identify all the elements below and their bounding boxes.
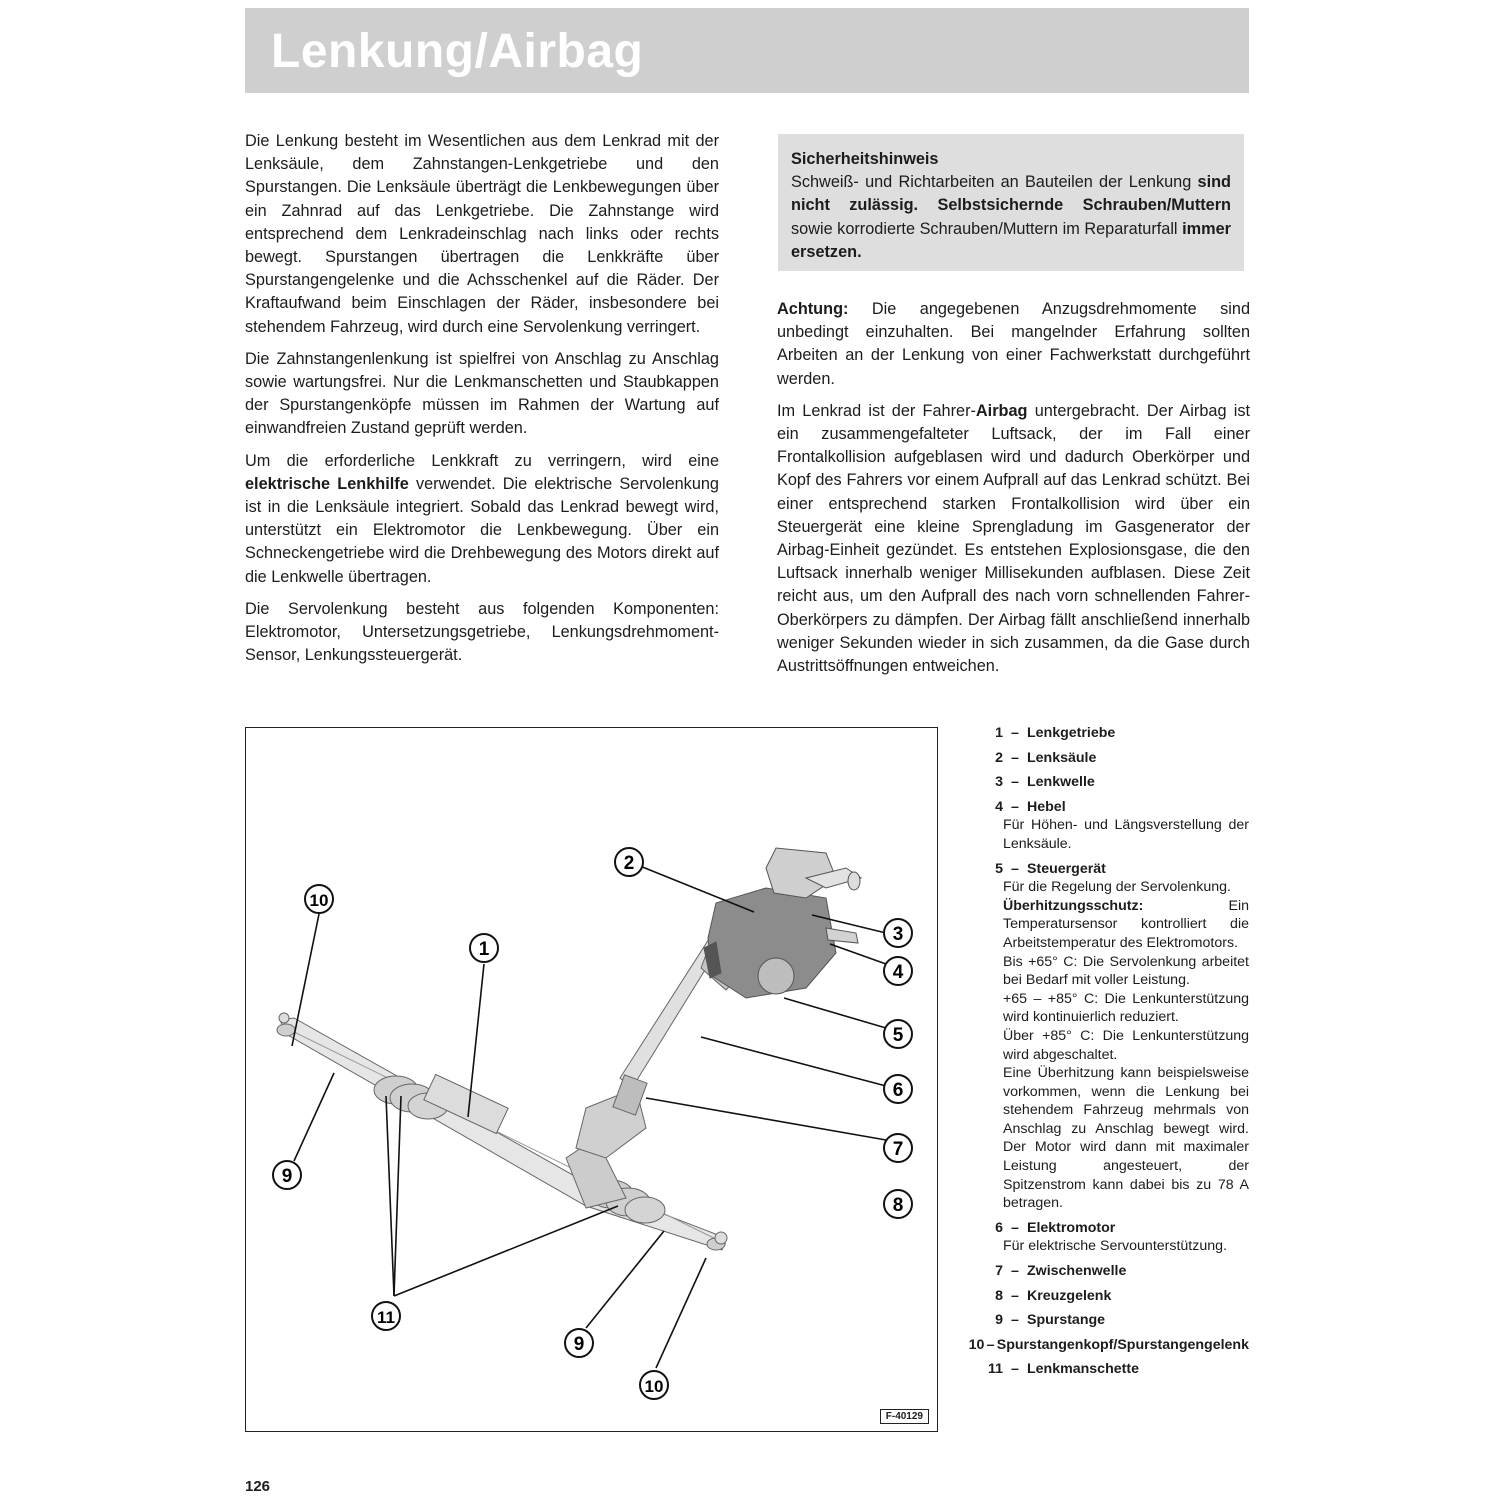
legend-number: 7	[995, 1263, 1003, 1280]
notice-text	[791, 171, 1231, 264]
callout-label: 4	[892, 962, 904, 983]
paragraph	[777, 298, 1250, 391]
legend-title: Lenkwelle	[1027, 774, 1095, 791]
legend-number: 1	[995, 725, 1003, 741]
callout-3	[884, 919, 912, 947]
legend-title: Steuergerät	[1027, 860, 1106, 877]
legend-number: 9	[995, 1312, 1003, 1329]
bold-term: Achtung:	[777, 300, 849, 318]
legend-text: Über +85° C: Die Lenkunterstützung wird abgeschaltet.	[1003, 1027, 1249, 1063]
legend-number: 3	[995, 774, 1003, 791]
callout-9b	[565, 1329, 593, 1357]
legend-item	[965, 1336, 1249, 1355]
right-column	[777, 298, 1250, 687]
text-span: Um die erforderliche Lenkkraft zu verringern, wird eine	[245, 451, 719, 470]
bold-term: sind nicht zulässig. Selbstsichernde Schrauben/Muttern	[791, 173, 1231, 215]
steering-illustration	[246, 728, 939, 1433]
legend-dash: –	[1011, 749, 1019, 766]
header-bar	[245, 8, 1249, 93]
legend-title: Spurstange	[1027, 1312, 1106, 1329]
legend-item	[965, 724, 1249, 743]
callout-9	[273, 1161, 301, 1189]
legend-number: 4	[995, 798, 1003, 815]
figure-legend	[965, 724, 1249, 1385]
callout-11	[372, 1302, 400, 1330]
text-span: verwendet. Die elektrische Servolenkung ist in die Lenksäule integriert. Sobald das Lenkrad bewegt wird, unterstützt ein Elektromotor die Lenkbewegung. Über ein Schneckengetriebe wird die Drehbewegung des Motors direkt auf die Lenkwelle übertragen.	[245, 474, 719, 586]
legend-item	[965, 749, 1249, 768]
legend-number: 8	[995, 1287, 1003, 1304]
callout-label: 5	[892, 1025, 904, 1046]
legend-title: Elektromotor	[1027, 1219, 1116, 1236]
legend-number: 10	[968, 1336, 985, 1353]
text-span: Ein Temperatursensor kontrolliert die Arbeitstemperatur des Elektromotors.	[1003, 897, 1249, 951]
legend-title: Lenksäule	[1027, 749, 1097, 766]
legend-item	[965, 860, 1249, 1213]
callout-5	[884, 1020, 912, 1048]
callout-2	[615, 848, 643, 876]
text-span: untergebracht. Der Airbag ist ein zusammengefalteter Luftsack, der im Fall einer Frontalkollision aufgeblasen wird und dadurch Oberkörper und Kopf des Fahrers vor einem Aufprall auf das Lenkrad schützt. Bei einer entsprechend starken Frontalkollision wird über ein Steuergerät eine kleine Sprengladung im Gasgenerator der Airbag-Einheit gezündet. Es entstehen Explosionsgase, die den Luftsack innerhalb weniger Millisekunden aufblasen. Diese Zeit reicht aus, um den Aufprall des nach vorn schnellenden Fahrer-Oberkörpers zu dämpfen. Der Airbag fällt anschließend innerhalb weniger Sekunden wieder in sich zusammen, da die Gase durch Austrittsöffnungen entweichen.	[777, 401, 1250, 676]
legend-item	[965, 1311, 1249, 1330]
bold-term: Airbag	[975, 401, 1028, 420]
text-span: Schweiß- und Richtarbeiten an Bauteilen der Lenkung	[791, 173, 1198, 192]
legend-dash: –	[1011, 725, 1019, 741]
bold-term: Überhitzungsschutz:	[1003, 897, 1144, 914]
legend-dash: –	[1011, 1361, 1019, 1378]
legend-text: Bis +65° C: Die Servolenkung arbeitet bei Bedarf mit voller Leistung.	[1003, 953, 1249, 989]
legend-dash: –	[986, 1336, 995, 1353]
paragraph: Die Lenkung besteht im Wesentlichen aus dem Lenkrad mit der Lenksäule, dem Zahnstangen-Lenkgetriebe und den Spurstangen. Die Lenksäule überträgt die Lenkbewegungen über ein Zahnrad auf das Lenkgetriebe. Die Zahnstange wird entsprechend dem Lenkradeinschlag nach links oder rechts bewegt. Spurstangen übertragen die Lenkkräfte über Spurstangengelenke und die Achsschenkel auf die Räder. Der Kraftaufwand beim Einschlagen der Räder, insbesondere bei stehendem Fahrzeug, wird durch eine Servolenkung verringert.	[245, 132, 719, 336]
legend-title: Lenkgetriebe	[1027, 725, 1116, 741]
legend-title: Lenkmanschette	[1027, 1361, 1139, 1378]
legend-title: Spurstangenkopf/Spurstangengelenk	[996, 1336, 1249, 1353]
callout-1	[470, 934, 498, 962]
callout-10	[305, 885, 333, 913]
legend-text: Für die Regelung der Servolenkung.	[1003, 879, 1231, 896]
callout-label: 8	[892, 1195, 904, 1216]
safety-notice-box	[778, 134, 1244, 271]
paragraph	[777, 400, 1250, 678]
legend-description	[965, 878, 1249, 1213]
legend-item	[965, 1219, 1249, 1256]
steering-rack-drawing	[277, 918, 746, 1250]
callout-label: 3	[892, 924, 904, 945]
callout-label: 7	[892, 1139, 904, 1160]
legend-number: 6	[995, 1219, 1003, 1236]
legend-dash: –	[1011, 774, 1019, 791]
callout-7	[884, 1134, 912, 1162]
legend-title: Kreuzgelenk	[1027, 1287, 1112, 1304]
legend-item	[965, 1287, 1249, 1306]
callout-8	[884, 1190, 912, 1218]
text-span: sowie korrodierte Schrauben/Muttern im Reparaturfall	[791, 219, 1183, 238]
page-title: Lenkung/Airbag	[271, 25, 644, 78]
legend-text	[1003, 897, 1249, 953]
text-span: Die angegebenen Anzugsdrehmomente sind unbedingt einzuhalten. Bei mangelnder Erfahrung sollten Arbeiten an der Lenkung von einer Fachwerkstatt durchgeführt werden.	[777, 300, 1250, 388]
callout-label: 6	[892, 1080, 904, 1101]
callout-label: 2	[623, 853, 635, 874]
legend-number: 2	[995, 749, 1003, 766]
callout-6	[884, 1075, 912, 1103]
callout-10b	[640, 1371, 668, 1399]
legend-dash: –	[1011, 1263, 1019, 1280]
callout-label: 9	[281, 1166, 293, 1187]
legend-description: Für Höhen- und Längsverstellung der Lenksäule.	[1003, 817, 1249, 852]
text-span: Im Lenkrad ist der Fahrer-	[777, 401, 976, 420]
legend-number: 5	[995, 860, 1003, 877]
callout-label: 11	[377, 1308, 395, 1327]
steering-figure	[245, 727, 938, 1432]
legend-dash: –	[1011, 1312, 1019, 1329]
callout-4	[884, 957, 912, 985]
legend-item	[965, 1360, 1249, 1379]
legend-text: +65 – +85° C: Die Lenkunterstützung wird kontinuierlich reduziert.	[1003, 990, 1249, 1026]
legend-dash: –	[1011, 860, 1019, 877]
callout-label: 10	[644, 1377, 664, 1396]
legend-dash: –	[1011, 798, 1019, 815]
legend-number: 11	[988, 1361, 1003, 1378]
legend-description: Für elektrische Servounterstützung.	[1003, 1238, 1227, 1255]
bold-term: immer ersetzen.	[791, 219, 1231, 261]
legend-item	[965, 773, 1249, 792]
paragraph: Die Zahnstangenlenkung ist spielfrei von Anschlag zu Anschlag sowie wartungsfrei. Nur die Lenkmanschetten und Staubkappen der Spurstangenköpfe müssen im Rahmen der Wartung auf einwandfreien Zustand geprüft werden.	[245, 349, 719, 438]
legend-text: Eine Überhitzung kann beispielsweise vorkommen, wenn die Lenkung bei stehendem Fahrzeug mehrmals von Anschlag zu Anschlag bewegt wird. Der Motor wird dann mit maximaler Leistung angesteuert, der Spitzenstrom kann dabei bis zu 78 A betragen.	[1003, 1065, 1249, 1212]
paragraph: Die Servolenkung besteht aus folgenden Komponenten: Elektromotor, Untersetzungsgetriebe, Lenkungsdrehmoment-Sensor, Lenkungssteuergerät.	[245, 599, 719, 665]
paragraph	[245, 450, 719, 589]
callout-label: 10	[309, 891, 329, 910]
legend-item	[965, 798, 1249, 854]
legend-dash: –	[1011, 1219, 1019, 1236]
notice-title: Sicherheitshinweis	[791, 150, 939, 168]
page-number: 126	[245, 1478, 271, 1495]
legend-dash: –	[1011, 1287, 1019, 1304]
callout-label: 9	[573, 1334, 585, 1355]
left-column	[245, 130, 719, 676]
steering-column-unit-drawing	[704, 848, 861, 998]
legend-title: Hebel	[1027, 798, 1066, 815]
legend-item	[965, 1262, 1249, 1281]
legend-title: Zwischenwelle	[1027, 1263, 1127, 1280]
bold-term: elektrische Lenkhilfe	[245, 474, 409, 493]
figure-code: F-40129	[880, 1409, 929, 1424]
callout-label: 1	[478, 939, 490, 960]
